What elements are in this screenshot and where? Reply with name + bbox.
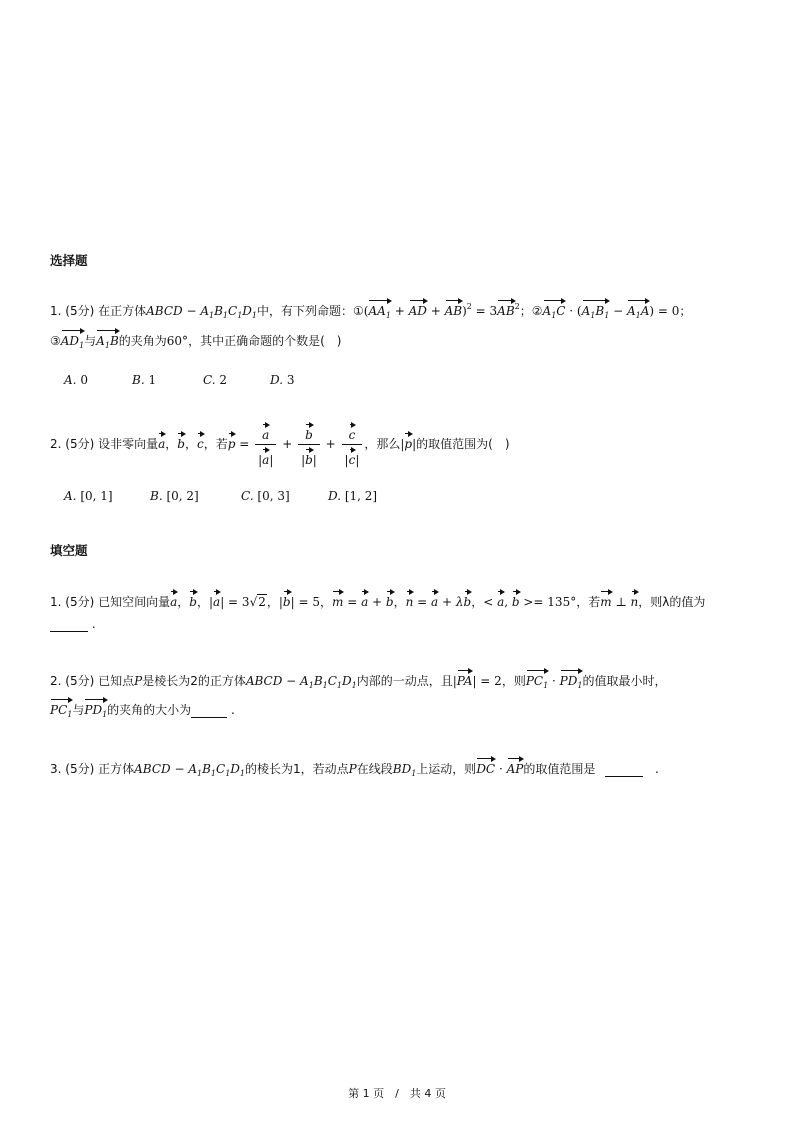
question-text: 已知空间向量 bbox=[98, 595, 171, 609]
option-b[interactable]: B. 1 bbox=[132, 373, 157, 387]
question-number: 1. bbox=[50, 595, 62, 609]
question-text: 的取值范围为( ) bbox=[416, 437, 510, 451]
section-title-fill: 填空题 bbox=[50, 543, 88, 558]
fill-1-line-1: 1. (5分) 已知空间向量a，b，|a| = 3√2，|b| = 5，m = a + b，n = a + λb，< a, b >= 135°，若m ⊥ n，则λ的值为 bbox=[50, 589, 705, 610]
question-text: ，若 bbox=[203, 437, 228, 451]
fraction-a: $\frac{a}{|a|}$ bbox=[255, 422, 276, 467]
question-2-options bbox=[64, 489, 377, 503]
question-text: ③ bbox=[50, 334, 61, 348]
fill-3-line-1: 3. (5分) 正方体ABCD − $A_1B_1C_1D_1$的棱长为1，若动点P在线段$BD_1$上运动，则DC · AP的取值范围是 . bbox=[50, 756, 659, 777]
fill-2-line-2: $PC_1$与$PD_1$的夹角的大小为 . bbox=[50, 697, 235, 718]
math-expression: ABCD bbox=[146, 304, 183, 318]
fill-2-line-1: 2. (5分) 已知点P是棱长为2的正方体ABCD − $A_1B_1C_1D_1$内部的一动点，且|PA| = 2，则$PC_1 \cdot PD_1$的值取最小时， bbox=[50, 668, 666, 689]
question-text: ，则 bbox=[501, 674, 526, 688]
question-text: ，其中正确命题的个数是( ) bbox=[188, 334, 342, 348]
option-a[interactable]: A. 0 bbox=[64, 373, 88, 387]
question-1-line-2: $③AD_1$与$A_1B$的夹角为60°，其中正确命题的个数是( ) bbox=[50, 328, 341, 349]
question-score: (5分) bbox=[65, 762, 95, 776]
option-d[interactable]: D. [1, 2] bbox=[328, 489, 378, 503]
question-text: 在线段 bbox=[356, 762, 393, 776]
question-number: 2. bbox=[50, 437, 62, 451]
question-text: 正方体 bbox=[98, 762, 135, 776]
answer-blank[interactable] bbox=[50, 617, 88, 632]
question-text: 的夹角的大小为 bbox=[107, 703, 192, 717]
answer-blank[interactable] bbox=[605, 762, 643, 777]
option-c[interactable]: C. [0, 3] bbox=[241, 489, 290, 503]
question-text: 已知点 bbox=[98, 674, 135, 688]
question-score: (5分) bbox=[65, 437, 95, 451]
section-title-choice: 选择题 bbox=[50, 253, 88, 268]
question-text: ；② bbox=[519, 304, 543, 318]
question-text: 内部的一动点，且 bbox=[356, 674, 453, 688]
question-text: 中，有下列命题：① bbox=[257, 304, 364, 318]
answer-blank[interactable] bbox=[191, 703, 227, 718]
question-number: 3. bbox=[50, 762, 62, 776]
question-text: ，那么 bbox=[364, 437, 401, 451]
question-text: 设非零向量 bbox=[98, 437, 159, 451]
question-number: 1. bbox=[50, 304, 62, 318]
question-text: 的取值范围是 bbox=[523, 762, 596, 776]
fraction-b: $\frac{b}{|b|}$ bbox=[298, 422, 320, 467]
question-text: ，若 bbox=[576, 595, 601, 609]
fraction-c: $\frac{c}{|c|}$ bbox=[342, 422, 363, 467]
question-text: 与 bbox=[84, 334, 97, 348]
fill-1-line-2: . bbox=[50, 617, 96, 632]
question-text: 在正方体 bbox=[98, 304, 147, 318]
question-number: 2. bbox=[50, 674, 62, 688]
question-text: 与 bbox=[72, 703, 85, 717]
option-a[interactable]: A. [0, 1] bbox=[64, 489, 113, 503]
question-text: 上运动，则 bbox=[416, 762, 477, 776]
page-footer: 第 1 页 / 共 4 页 bbox=[348, 1087, 446, 1100]
question-1-options bbox=[64, 373, 294, 387]
question-score: (5分) bbox=[65, 304, 95, 318]
option-b[interactable]: B. [0, 2] bbox=[150, 489, 199, 503]
question-2-line-1: 2. (5分) 设非零向量a，b，c，若p = $\frac{a}{|a|}$ + $\frac{b}{|b|}$ + $\frac{c}{|c|}$ ，那么|p|的取值范围为( ) bbox=[50, 422, 510, 467]
question-text: ； bbox=[679, 304, 692, 318]
question-text: 的值取最小时， bbox=[582, 674, 667, 688]
question-text: ，则λ的值为 bbox=[638, 595, 706, 609]
question-score: (5分) bbox=[65, 674, 95, 688]
option-d[interactable]: D. 3 bbox=[270, 373, 295, 387]
question-text: 的棱长为1，若动点 bbox=[245, 762, 349, 776]
option-c[interactable]: C. 2 bbox=[203, 373, 228, 387]
question-text: 的夹角为 bbox=[118, 334, 167, 348]
question-text: 是棱长为2的正方体 bbox=[142, 674, 246, 688]
question-score: (5分) bbox=[65, 595, 95, 609]
question-1-line-1: 1. (5分) 在正方体ABCD − $A_1B_1C_1D_1$中，有下列命题：$①(AA_1$ + AD + $AB)^2 = 3AB^2$；$②A_1C \cdot (A_1B_1 - A_1A) = 0$； bbox=[50, 298, 691, 319]
